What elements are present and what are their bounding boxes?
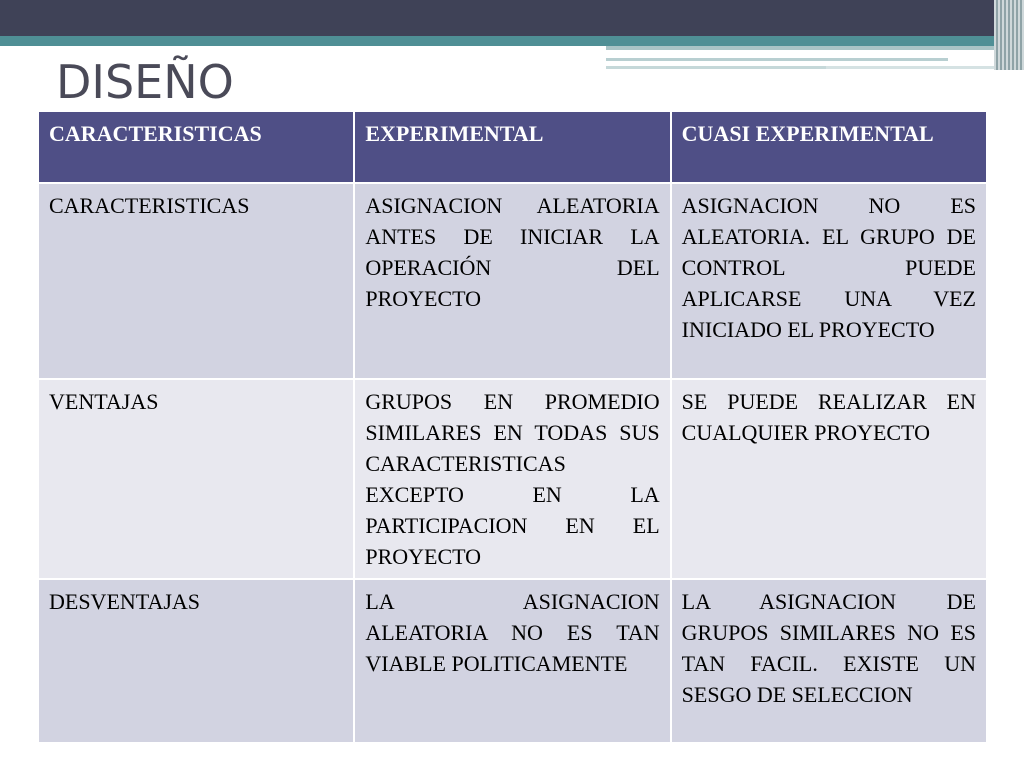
decorative-line (606, 58, 948, 61)
teal-accent-line (0, 36, 1024, 46)
decorative-stripes (994, 0, 1024, 70)
table-row (38, 579, 987, 743)
row-label: CARACTERISTICAS (38, 183, 354, 379)
decorative-line (606, 46, 1024, 50)
cell-quasi-experimental: LA ASIGNACION DE GRUPOS SIMILARES NO ES TAN FACIL. EXISTE UN SESGO DE SELECCION (671, 579, 987, 743)
cell-quasi-experimental: SE PUEDE REALIZAR EN CUALQUIER PROYECTO (671, 379, 987, 579)
header-cell-quasi-experimental: CUASI EXPERIMENTAL (671, 111, 987, 183)
cell-experimental: LA ASIGNACION ALEATORIA NO ES TAN VIABLE POLITICAMENTE (354, 579, 670, 743)
table-header-row (38, 111, 987, 183)
cell-experimental: GRUPOS EN PROMEDIO SIMILARES EN TODAS SUS CARACTERISTICAS EXCEPTO EN LA PARTICIPACION EN EL PROYECTO (354, 379, 670, 579)
header-cell-characteristics: CARACTERISTICAS (38, 111, 354, 183)
cell-quasi-experimental: ASIGNACION NO ES ALEATORIA. EL GRUPO DE CONTROL PUEDE APLICARSE UNA VEZ INICIADO EL PROYECTO (671, 183, 987, 379)
row-label: DESVENTAJAS (38, 579, 354, 743)
row-label: VENTAJAS (38, 379, 354, 579)
header-cell-experimental: EXPERIMENTAL (354, 111, 670, 183)
top-decorative-band (0, 0, 1024, 36)
table-row (38, 183, 987, 379)
table-row (38, 379, 987, 579)
comparison-table (37, 110, 988, 744)
cell-experimental: ASIGNACION ALEATORIA ANTES DE INICIAR LA OPERACIÓN DEL PROYECTO (354, 183, 670, 379)
slide-title: DISEÑO (56, 55, 234, 109)
decorative-line (606, 66, 826, 69)
